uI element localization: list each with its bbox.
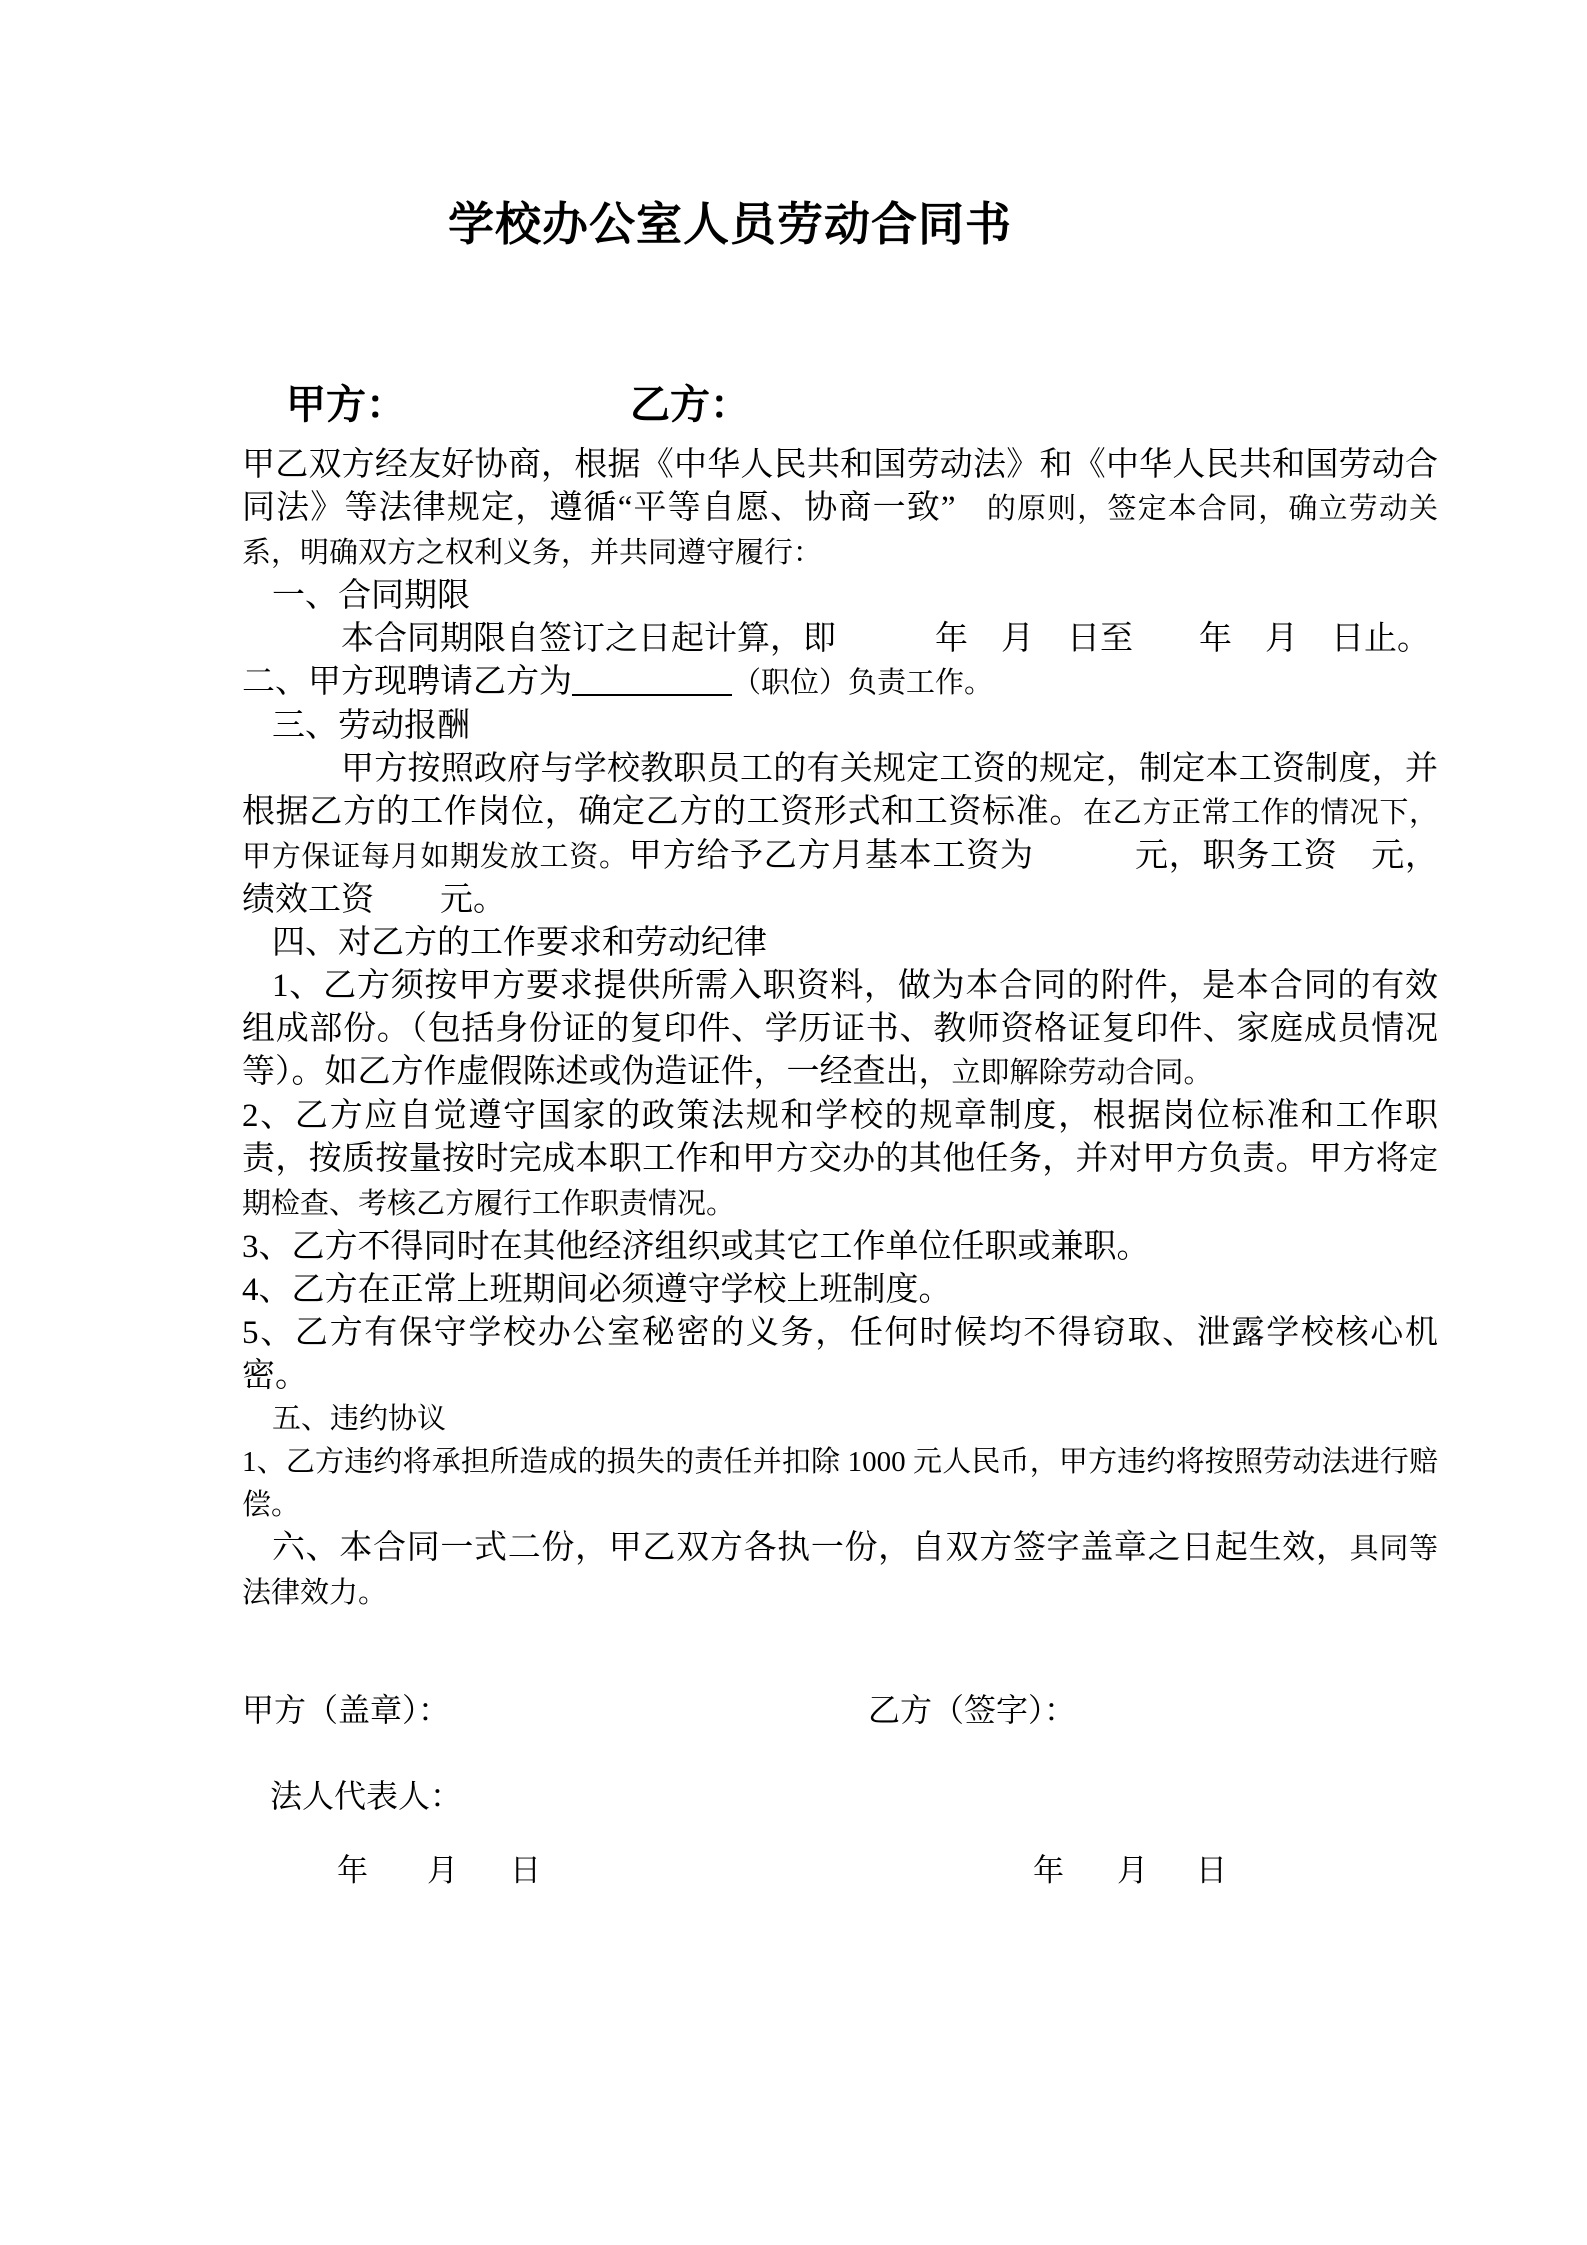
document-title: 学校办公室人员劳动合同书 (448, 198, 1012, 250)
section4-heading: 四、对乙方的工作要求和劳动纪律 (272, 925, 767, 961)
requirement1-run-2: 立即解除劳动合同。 (951, 1057, 1213, 1089)
requirement2-run-1: 2、乙方应自觉遵守国家的政策法规和学校的规章制度，根据岗位标准和工作职责，按质按量按时完成本职工作和甲方交办的其他任务，并对甲方负责。甲方将 (242, 1098, 1438, 1177)
party-b-date-day-label: 日 (1196, 1853, 1227, 1888)
section2-run-1: 二、甲方现聘请乙方为 (242, 664, 572, 700)
party-b-sign-label: 乙方（签字）： (868, 1692, 1077, 1728)
section5-heading: 五、违约协议 (272, 1403, 447, 1435)
party-b-label: 乙方： (630, 382, 750, 427)
term-paragraph: 本合同期限自签订之日起计算，即 年 月 日至 年 月 日止。 (341, 621, 1430, 657)
requirement2-paragraph (242, 1095, 1438, 1226)
intro-paragraph (242, 444, 1438, 575)
section2-paragraph (242, 661, 1438, 705)
party-a-date-year-label: 年 (337, 1853, 368, 1888)
intro-run-2: 的原则，签定本合同，确立劳动关系，明确双方之权利义务，并共同遵守履行： (242, 493, 1438, 569)
parties-line (286, 381, 750, 429)
contract-body (242, 444, 1438, 1615)
pay-paragraph (242, 748, 1438, 922)
pay-run-2: 在乙方正常工作的情况下，甲方保证每月如期发放工资。 (242, 797, 1438, 873)
party-a-label: 甲方： (286, 382, 406, 427)
party-a-date-month-label: 月 (427, 1853, 458, 1888)
requirement3-paragraph: 3、乙方不得同时在其他经济组织或其它工作单位任职或兼职。 (242, 1229, 1150, 1265)
position-blank-underline (572, 664, 732, 696)
requirement4-paragraph: 4、乙方在正常上班期间必须遵守学校上班制度。 (242, 1272, 952, 1308)
party-b-date-year-label: 年 (1033, 1853, 1064, 1888)
pay-run-3: 甲方给予乙方月基本工资为 元，职务工资 元，绩效工资 元。 (242, 838, 1438, 918)
party-a-seal-label: 甲方（盖章）： (242, 1692, 451, 1728)
section6-paragraph (242, 1527, 1438, 1615)
section2-run-2: （职位）负责工作。 (732, 667, 994, 699)
section1-heading: 一、合同期限 (272, 578, 470, 614)
breach-paragraph: 1、乙方违约将承担所造成的损失的责任并扣除 1000 元人民币，甲方违约将按照劳动法进行赔偿。 (242, 1446, 1438, 1521)
party-a-date-day-label: 日 (510, 1853, 541, 1888)
party-b-date-month-label: 月 (1117, 1853, 1148, 1888)
intro-run-1: 甲乙双方经友好协商，根据《中华人民共和国劳动法》和《中华人民共和国劳动合同法》等法律规定，遵循“平等自愿、协商一致” (242, 447, 1438, 526)
legal-representative-label: 法人代表人： (270, 1778, 463, 1814)
section3-heading: 三、劳动报酬 (272, 708, 470, 744)
requirement1-run-1: 1、乙方须按甲方要求提供所需入职资料，做为本合同的附件，是本合同的有效组成部份。（包括身份证的复印件、学历证书、教师资格证复印件、家庭成员情况等）。如乙方作虚假陈述或伪造证件，一经查出， (242, 968, 1438, 1090)
section6-run-1: 六、本合同一式二份，甲乙双方各执一份，自双方签字盖章之日起生效， (272, 1530, 1350, 1566)
requirement2-run-2: 定期检查、考核乙方履行工作职责情况。 (242, 1144, 1438, 1220)
section6-run-2: 具同等法律效力。 (242, 1533, 1438, 1609)
pay-run-1: 甲方按照政府与学校教职员工的有关规定工资的规定，制定本工资制度，并根据乙方的工作岗位，确定乙方的工资形式和工资标准。 (242, 751, 1438, 830)
requirement1-paragraph (242, 965, 1438, 1095)
requirement5-paragraph: 5、乙方有保守学校办公室秘密的义务，任何时候均不得窃取、泄露学校核心机密。 (242, 1315, 1438, 1394)
